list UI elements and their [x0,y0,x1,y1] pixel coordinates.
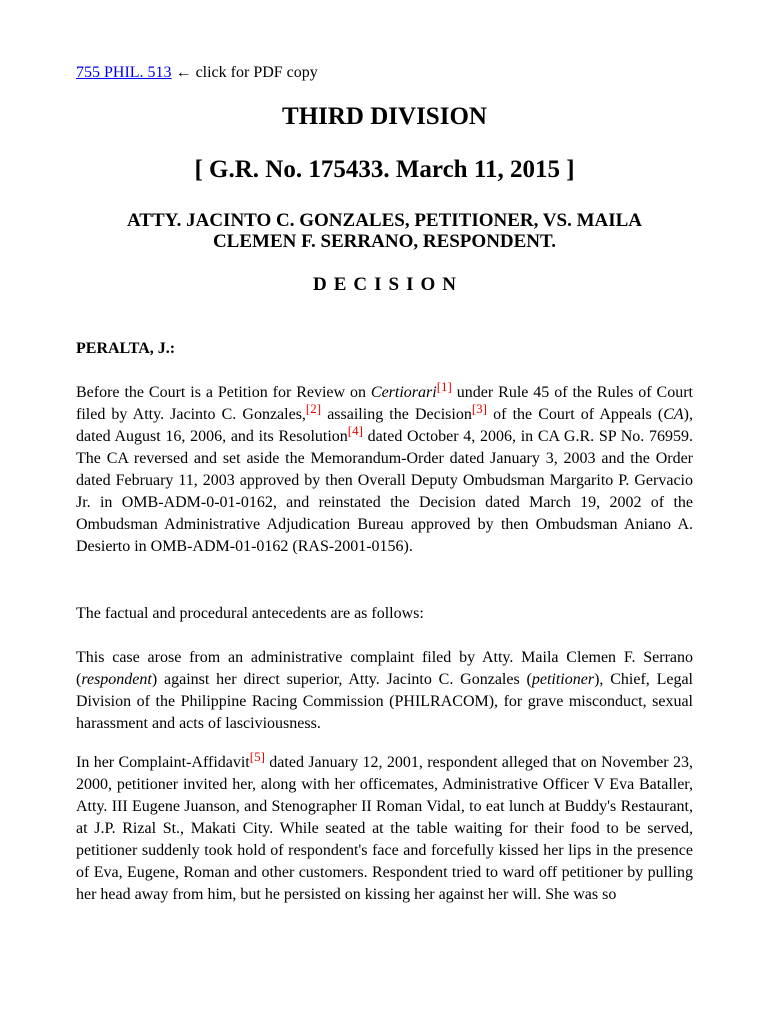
case-number-heading: [ G.R. No. 175433. March 11, 2015 ] [194,156,575,183]
decision-heading: DECISION [313,274,463,295]
pdf-copy-line [76,62,318,84]
parties-line-1: ATTY. JACINTO C. GONZALES, PETITIONER, VS. MAILA [126,210,643,231]
parties-line-2: CLEMEN F. SERRANO, RESPONDENT. [212,231,557,252]
p3-text-a: This case arose from an administrative complaint filed by Atty. Maila Clemen F. Serrano ( [76,649,693,688]
footnote-ref-5[interactable]: [5] [249,749,265,764]
p1-text-c: under Rule 45 of the Rules of Court filed by Atty. Jacinto C. Gonzales, [76,384,693,423]
p1-ca: CA [663,406,684,423]
p3-text-e: ), Chief, Legal Division of the Philippine Racing Commission (PHILRACOM), for grave misconduct, sexual harassment and acts of lasciviousness. [76,671,694,732]
case-parties-heading [76,210,693,252]
paragraph-3 [76,647,693,735]
p1-text-a: Before the Court is a Petition for Review on [76,384,371,401]
footnote-ref-1[interactable]: [1] [436,379,452,394]
ponente: PERALTA, J.: [76,340,176,357]
p1-certiorari: Certiorari [370,384,437,401]
p3-text-c: ) against her direct superior, Atty. Jacinto C. Gonzales ( [151,671,532,688]
p4-text-b: dated January 12, 2001, respondent alleged that on November 23, 2000, petitioner invited her, along with her officemates, Administrative Officer V Eva Bataller, Atty. III Eugene Juanson, and Stenographer II Roman Vidal, to eat lunch at Buddy's Restaurant, at J.P. Rizal St., Makati City. While seated at the table waiting for their food to be served, petitioner suddenly took hold of respondent's face and forcefully kissed her lips in the presence of Eva, Eugene, Roman and other customers. Respondent tried to ward off petitioner by pulling her head away from him, but he persisted on kissing her against her will. She was so [76,754,693,903]
pdf-copy-link[interactable]: 755 PHIL. 513 [76,64,172,81]
paragraph-2: The factual and procedural antecedents are as follows: [76,605,424,622]
pdf-copy-hint: ← click for PDF copy [171,64,318,81]
footnote-ref-3[interactable]: [3] [471,401,488,416]
p1-text-e: of the Court of Appeals ( [487,406,664,423]
footnote-ref-2[interactable]: [2] [305,401,322,416]
p4-text-a: In her Complaint-Affidavit [76,754,250,771]
p3-petitioner: petitioner [531,671,595,688]
footnote-ref-4[interactable]: [4] [347,423,363,438]
p1-text-d: assailing the Decision [321,406,472,423]
division-heading: THIRD DIVISION [282,103,487,130]
p3-respondent: respondent [81,671,152,688]
p1-text-g: ), dated August 16, 2006, and its Resolution [76,406,693,445]
paragraph-4 [76,749,693,906]
paragraph-1 [76,379,694,558]
p1-text-h: dated October 4, 2006, in CA G.R. SP No. 76959. The CA reversed and set aside the Memorandum-Order dated January 3, 2003 and the Order dated February 11, 2003 approved by then Overall Deputy Ombudsman Margarito P. Gervacio Jr. in OMB-ADM-0-01-0162, and reinstated the Decision dated March 19, 2002 of the Ombudsman Administrative Adjudication Bureau approved by then Ombudsman Aniano A. Desierto in OMB-ADM-01-0162 (RAS-2001-0156). [76,428,694,555]
